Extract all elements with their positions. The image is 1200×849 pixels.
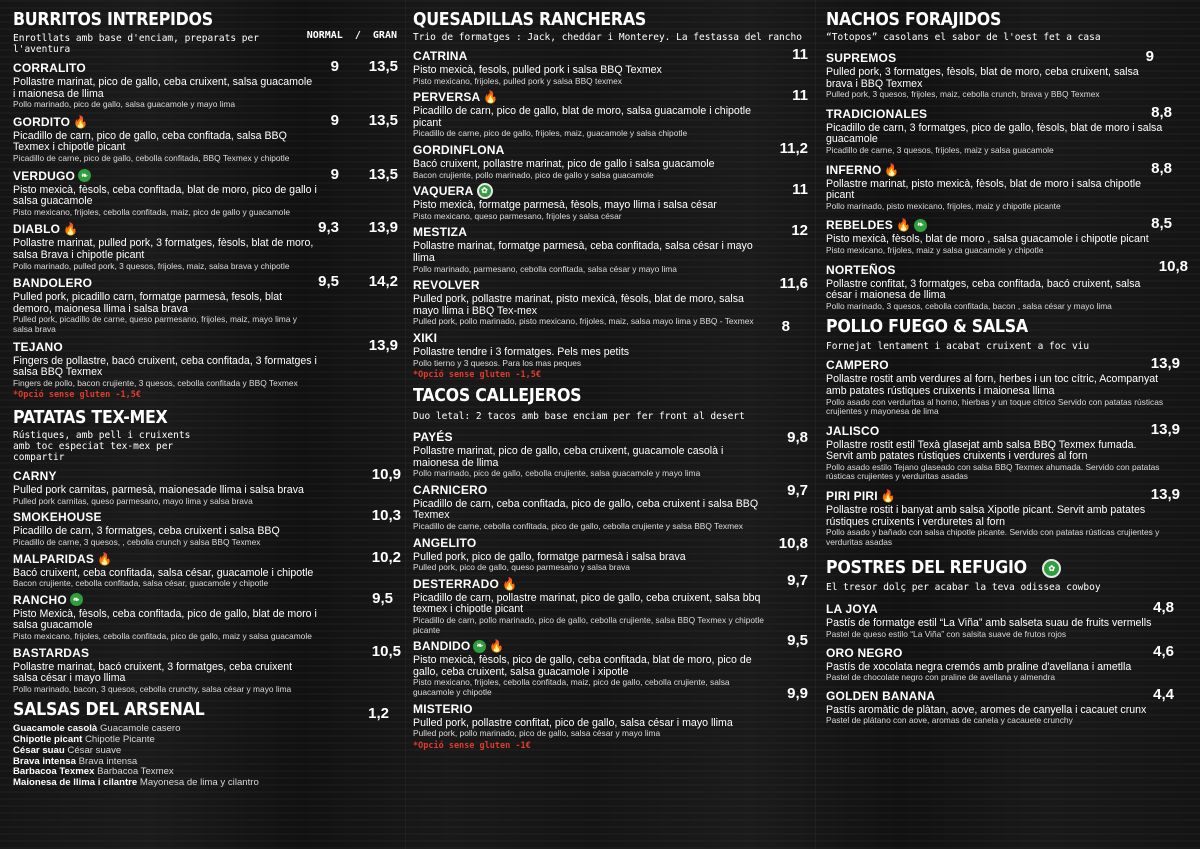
salsas-price: 1,2 xyxy=(368,705,389,723)
item-translation: Pollo asado con verduritas al horno, hierbas y un toque cítrico Servido con patatas rústicas crujientes y mayonesa de lima xyxy=(826,396,1164,417)
menu-item xyxy=(826,105,1188,156)
sauce-item: Barbacoa Texmex Barbacoa Texmex xyxy=(13,766,174,778)
item-description: Fingers de pollastre, bacó cruixent, ceba confitada, 3 formatges i salsa BBQ Texmex xyxy=(13,354,317,379)
item-name: MESTIZA xyxy=(413,225,468,240)
fire-icon: 🔥 xyxy=(880,489,896,504)
price: 9,8 xyxy=(787,429,808,447)
fire-icon: 🔥 xyxy=(895,218,912,233)
item-translation: Picadillo de carne, pico de gallo, cebolla confitada, BBQ Texmex y chipotle xyxy=(13,152,290,163)
menu-item xyxy=(826,487,1188,547)
price-normal: 9,5 xyxy=(318,273,339,291)
item-description: Pisto Mexicà, fèsols, ceba confitada, pico de gallo, blat de moro i salsa guacamole xyxy=(13,607,317,632)
fire-icon: 🔥 xyxy=(884,162,900,177)
menu-item xyxy=(13,167,403,218)
fire-icon: 🔥 xyxy=(97,551,113,566)
item-name: BANDIDO ❧ 🔥 xyxy=(413,639,505,654)
price-gran: 13,5 xyxy=(368,111,398,129)
fire-icon: 🔥 xyxy=(502,576,518,591)
item-translation: Pisto mexicano, queso parmesano, frijoles y salsa césar xyxy=(413,210,622,221)
tacos-list xyxy=(413,428,808,739)
nachos-title: NACHOS FORAJIDOS xyxy=(826,9,1002,30)
item-translation: Pulled pork, pollo marinado, pisto mexicano, frijoles, maiz, salsa mayo lima y BBQ - Texmex xyxy=(413,316,754,327)
item-name: XIKI xyxy=(413,330,438,345)
item-translation: Pisto mexicano, frijoles, cebolla confitada, maiz, pico de gallo y guacamole xyxy=(13,206,290,217)
pollo-subtitle: Fornejat lentament i acabat cruixent a foc viu xyxy=(826,341,1090,353)
item-name: TEJANO xyxy=(13,339,63,354)
menu-item xyxy=(826,356,1188,416)
price: 4,6 xyxy=(1153,642,1174,660)
size-labels xyxy=(307,30,397,41)
price: 12 xyxy=(791,222,808,240)
fire-icon: 🔥 xyxy=(63,222,79,237)
item-translation: Pollo marinado, parmesano, cebolla confitada, salsa césar y mayo lima xyxy=(413,263,677,274)
item-name: GORDINFLONA xyxy=(413,142,505,157)
patatas-subtitle: Rústiques, amb pell i cruixents amb toc especiat tex-mex per compartir xyxy=(13,430,191,464)
menu-item xyxy=(826,216,1188,255)
menu-item xyxy=(413,534,808,573)
item-name: CATRINA xyxy=(413,49,468,63)
item-description: Picadillo de carn, pollastre marinat, pico de gallo, ceba cruixent, salsa bbq texmex i chipotle picant xyxy=(413,591,761,616)
nachos-subtitle: “Totopos” casolans el sabor de l'oest fet a casa xyxy=(826,32,1101,43)
postres-header xyxy=(826,557,1188,579)
burritos-header xyxy=(13,9,403,41)
item-name: JALISCO xyxy=(826,423,880,438)
size-normal-label: NORMAL xyxy=(306,30,343,41)
item-description: Pollastre tendre i 3 formatges. Pels mes petits xyxy=(413,345,630,358)
fire-icon: 🔥 xyxy=(483,90,499,105)
item-description: Picadillo de carn, pico de gallo, ceba confitada, salsa BBQ Texmex i chipotle picant xyxy=(13,129,287,154)
price: 9,7 xyxy=(787,481,808,499)
item-name: CARNICERO xyxy=(413,482,488,497)
nachos-list xyxy=(826,49,1188,311)
price: 11 xyxy=(792,46,808,63)
item-translation: Pollo marinado, pico de gallo, cebolla crujiente, salsa guacamole y mayo lima xyxy=(413,468,701,479)
menu-item xyxy=(413,571,808,635)
price: 13,9 xyxy=(1150,355,1180,373)
item-name: VERDUGO ❧ xyxy=(13,169,91,183)
column-divider xyxy=(815,0,816,849)
price-gran: 13,5 xyxy=(368,165,398,183)
tacos-subtitle: Duo letal: 2 tacos amb base enciam per fer front al desert xyxy=(413,411,745,423)
menu-item xyxy=(13,644,403,695)
item-translation: Pisto mexicano, frijoles, maiz y salsa guacamole y chipotle xyxy=(826,244,1044,255)
item-name: INFERNO 🔥 xyxy=(826,162,900,177)
item-translation: Picadillo de carne, pico de gallo, frijoles, maiz, guacamole y salsa chipotle xyxy=(413,128,688,139)
price-gran: 13,9 xyxy=(368,219,398,237)
price-normal: 9 xyxy=(330,58,339,75)
item-description: Pastís de formatge estil “La Viña” amb salseta suau de fruits vermells xyxy=(826,617,1152,630)
item-description: Pulled pork, 3 formatges, fèsols, blat de moro, ceba cruixent, salsa brava i BBQ Texmex xyxy=(826,66,1139,90)
price: 10,3 xyxy=(371,507,401,525)
gluten-free-icon: ✿ xyxy=(1042,559,1061,578)
item-translation: Pulled pork, pollo marinado, pico de gallo, salsa césar y mayo lima xyxy=(413,728,661,739)
item-name: CAMPERO xyxy=(826,358,889,373)
salsas-title: SALSAS DEL ARSENAL xyxy=(13,699,205,721)
item-description: Picadillo de carn, pico de gallo, blat de moro, salsa guacamole i chipotle picant xyxy=(413,105,752,129)
quesadillas-title: QUESADILLAS RANCHERAS xyxy=(413,9,646,30)
item-name: NORTEÑOS xyxy=(826,262,896,277)
item-name: CORRALITO xyxy=(13,61,86,75)
price: 11,2 xyxy=(779,139,808,157)
column-middle xyxy=(413,10,808,845)
salsas-header xyxy=(13,700,403,724)
price: 11 xyxy=(792,87,808,105)
menu-item xyxy=(826,257,1188,312)
item-name: SMOKEHOUSE xyxy=(13,510,102,525)
item-translation: Picadillo de carne, cebolla confitada, pico de gallo, cebolla crujiente y salsa BBQ Texmex xyxy=(413,521,743,532)
item-description: Pollastre confitat, 3 formatges, ceba confitada, bacó cruixent, salsa césar i maionesa de llima xyxy=(826,277,1141,302)
menu-item xyxy=(826,49,1188,100)
item-name: PERVERSA 🔥 xyxy=(413,90,499,105)
item-translation: Pastel de queso estilo “La Viña” con salsita suave de frutos rojos xyxy=(826,629,1067,640)
item-description: Pollastre rostit estil Texà glasejat amb salsa BBQ Texmex fumada. Servit amb patates rústiques cruixents i verdures al forn xyxy=(826,438,1137,463)
price: 9,5 xyxy=(372,589,393,607)
menu-item xyxy=(13,220,403,271)
menu-item xyxy=(13,550,403,589)
price-normal: 9 xyxy=(330,165,339,183)
menu-item xyxy=(413,182,808,221)
item-name: REVOLVER xyxy=(413,278,480,293)
item-name: PAYÉS xyxy=(413,430,453,445)
sauce-item: César suau César suave xyxy=(13,744,122,756)
price: 9,5 xyxy=(787,632,808,650)
price-gran: 13,5 xyxy=(368,58,398,75)
price: 11,6 xyxy=(779,275,808,293)
item-description: Pollastre rostit amb verdures al forn, herbes i un toc cítric, Acompanyat amb patates rústiques cruixents i maionesa llima xyxy=(826,373,1159,397)
menu-item xyxy=(413,428,808,479)
menu-item xyxy=(413,223,808,274)
sauce-item: Maionesa de llima i cilantre Mayonesa de lima y cilantro xyxy=(13,776,259,788)
menu-item xyxy=(413,276,808,327)
pollo-title: POLLO FUEGO & SALSA xyxy=(826,316,1028,338)
price: 8,8 xyxy=(1151,159,1172,177)
price: 9 xyxy=(1145,48,1154,65)
price: 4,4 xyxy=(1153,685,1174,703)
item-name: DIABLO 🔥 xyxy=(13,222,79,237)
item-name: PIRI PIRI 🔥 xyxy=(826,489,896,504)
item-translation: Picadillo de carn, pollo marinado, pico de gallo, cebolla crujiente, salsa BBQ Texmex y chipotle picante xyxy=(413,615,764,635)
item-description: Bacó cruixent, pollastre marinat, pico de gallo i salsa guacamole xyxy=(413,157,715,170)
gluten-free-icon: ✿ xyxy=(477,183,493,199)
menu-item xyxy=(413,481,808,532)
price: 8 xyxy=(781,317,790,335)
fire-icon: 🔥 xyxy=(489,639,505,654)
patatas-title: PATATAS TEX-MEX xyxy=(13,407,168,429)
menu-item xyxy=(826,687,1188,726)
vegetarian-icon: ❧ xyxy=(473,640,486,653)
item-translation: Fingers de pollo, bacon crujiente, 3 quesos, cebolla confitada y BBQ Texmex xyxy=(13,377,298,388)
item-name: LA JOYA xyxy=(826,602,878,617)
item-translation: Pulled pork, pico de gallo, queso parmesano y salsa brava xyxy=(413,562,630,573)
salsas-list xyxy=(13,724,403,788)
item-translation: Bacon crujiente, pollo marinado, pico de gallo y salsa guacamole xyxy=(413,169,654,180)
item-description: Picadillo de carn, 3 formatges, pico de gallo, fèsols, blat de moro i salsa guacamole xyxy=(826,121,1163,146)
item-name: GORDITO 🔥 xyxy=(13,114,89,129)
item-description: Pollastre marinat, formatge parmesà, ceba confitada, salsa césar i mayo llima xyxy=(413,240,753,264)
item-translation: Pollo marinado, pisto mexicano, frijoles, maiz y chipotle picante xyxy=(826,200,1061,211)
sauce-item: Guacamole casolà Guacamole casero xyxy=(13,723,181,735)
sauce-item: Chipotle picant Chipotle Picante xyxy=(13,734,155,746)
menu-item xyxy=(413,632,808,697)
column-right xyxy=(826,10,1188,845)
item-name: TRADICIONALES xyxy=(826,106,928,121)
item-description: Pastís aromàtic de plàtan, aove, aromes de canyella i cacauet crunx xyxy=(826,703,1147,716)
item-translation: Pulled pork, 3 quesos, frijoles, maiz, cebolla crunch, brava y BBQ Texmex xyxy=(826,89,1100,100)
item-description: Pollastre marinat, bacó cruixent, 3 formatges, ceba cruixent salsa césar i mayo llima xyxy=(13,660,293,685)
item-translation: Pulled pork carnitas, queso parmesano, mayo lima y salsa brava xyxy=(13,495,253,506)
item-description: Pollastre marinat, pico de gallo, ceba cruixent, guacamole casolà i maionesa de llima xyxy=(413,445,724,469)
vegetarian-icon: ❧ xyxy=(70,593,83,606)
size-separator: / xyxy=(354,30,361,41)
price-normal: 9 xyxy=(330,111,339,129)
quesadillas-list xyxy=(413,47,808,368)
burritos-subtitle: Enrotllats amb base d'enciam, preparats per l'aventura xyxy=(13,33,259,55)
price: 11 xyxy=(792,181,808,199)
price: 10,8 xyxy=(778,534,808,552)
burritos-title: BURRITOS INTREPIDOS xyxy=(13,9,213,30)
quesadillas-subtitle: Trio de formatges : Jack, cheddar i Monterey. La festassa del rancho xyxy=(413,32,802,43)
tacos-title: TACOS CALLEJEROS xyxy=(413,385,582,407)
item-description: Pollastre marinat, pico de gallo, ceba cruixent, salsa guacamole i maionesa de llima xyxy=(13,76,313,100)
menu-item xyxy=(13,274,403,334)
item-translation: Picadillo de carne, 3 quesos, frijoles, maiz y salsa guacamole xyxy=(826,144,1054,155)
patatas-header xyxy=(13,408,403,430)
item-description: Pisto mexicà, fèsols, pico de gallo, ceba confitada, blat de moro, pico de gallo, ceba cruixent, salsa guacamole i xipotle xyxy=(413,654,752,678)
item-name: CARNY xyxy=(13,469,57,484)
price: 13,9 xyxy=(1150,420,1180,438)
price: 9,7 xyxy=(787,571,808,589)
nachos-header xyxy=(826,10,1188,32)
menu-item xyxy=(413,88,808,139)
price: 8,8 xyxy=(1151,103,1172,121)
item-description: Pollastre marinat, pisto mexicà, fèsols, blat de moro i salsa chipotle picant xyxy=(826,177,1142,202)
menu-item xyxy=(13,59,403,110)
item-name: ORO NEGRO xyxy=(826,645,903,660)
item-translation: Pastel de chocolate negro con praline de avellana y almendra xyxy=(826,672,1056,683)
size-gran-label: GRAN xyxy=(372,30,397,41)
item-description: Pulled pork carnitas, parmesà, maionesade llima i salsa brava xyxy=(13,484,304,497)
pollo-list xyxy=(826,356,1188,547)
quesadillas-header xyxy=(413,10,808,32)
item-name: MALPARIDAS 🔥 xyxy=(13,551,113,566)
fire-icon: 🔥 xyxy=(73,114,89,129)
price-normal: 9,3 xyxy=(318,219,339,237)
item-translation: Pisto mexicano, frijoles, pulled pork y salsa BBQ texmex xyxy=(413,75,622,86)
price: 10,2 xyxy=(371,548,401,566)
item-translation: Pollo marinado, bacon, 3 quesos, cebolla crunchy, salsa césar y mayo lima xyxy=(13,683,292,694)
item-translation: Pollo asado y bañado con salsa chipotle picante. Servido con patatas rústicas crujientes y verduritas asadas xyxy=(826,527,1160,547)
menu-item xyxy=(13,113,403,164)
patatas-list xyxy=(13,467,403,694)
vegetarian-icon: ❧ xyxy=(914,219,927,232)
price: 9,9 xyxy=(787,684,808,702)
item-translation: Pastel de plátano con aove, aromas de canela y cacauete crunchy xyxy=(826,715,1073,726)
item-name: BANDOLERO xyxy=(13,276,93,291)
postres-title: POSTRES DEL REFUGIO xyxy=(826,557,1027,579)
menu-item xyxy=(826,422,1188,482)
price: 4,8 xyxy=(1153,599,1174,617)
item-name: DESTERRADO 🔥 xyxy=(413,576,518,591)
price-gran: 13,9 xyxy=(368,336,398,354)
menu-item xyxy=(13,338,403,389)
menu-item xyxy=(413,141,808,180)
item-description: Pulled pork, picadillo carn, formatge parmesà, fesols, blat demoro, maionesa llima i salsa brava xyxy=(13,291,283,315)
price: 13,9 xyxy=(1150,486,1180,504)
item-description: Pulled pork, pico de gallo, formatge parmesà i salsa brava xyxy=(413,550,686,563)
item-description: Picadillo de carn, 3 formatges, ceba cruixent i salsa BBQ xyxy=(13,525,280,538)
vegetarian-icon: ❧ xyxy=(78,169,91,182)
gluten-free-note: *Opció sense gluten -1€ xyxy=(413,740,531,751)
menu-item xyxy=(826,161,1188,212)
price: 8,5 xyxy=(1151,215,1172,233)
item-translation: Pisto mexicano, frijoles, cebolla confitada, maiz, pico de gallo, cebolla crujiente, salsa guacamole y chipotle xyxy=(413,677,730,697)
pollo-header xyxy=(826,317,1188,339)
column-left xyxy=(13,10,403,845)
item-description: Pisto mexicà, formatge parmesà, fèsols, mayo llima i salsa césar xyxy=(413,199,717,212)
item-translation: Pisto mexicano, frijoles, cebolla confitada, pico de gallo, maiz y salsa guacamole xyxy=(13,631,312,642)
item-description: Pollastre rostit i banyat amb salsa Xipotle picant. Servit amb patates rústiques cruixents i verduretes al forn xyxy=(826,504,1146,528)
menu-item xyxy=(413,47,808,86)
price: 10,9 xyxy=(371,466,401,484)
item-translation: Pollo marinado, pulled pork, 3 quesos, frijoles, maiz, salsa brava y chipotle xyxy=(13,260,290,271)
item-name: ANGELITO xyxy=(413,535,477,550)
column-divider xyxy=(405,0,406,849)
item-name: VAQUERA ✿ xyxy=(413,183,493,199)
item-name: REBELDES 🔥 ❧ xyxy=(826,218,927,232)
item-translation: Pollo tierno y 3 quesos. Para los mas peques xyxy=(413,357,582,368)
item-description: Bacó cruixent, ceba confitada, salsa césar, guacamole i chipotle xyxy=(13,566,314,579)
price-gran: 14,2 xyxy=(368,273,398,291)
price: 10,5 xyxy=(371,642,401,660)
menu-item xyxy=(13,591,403,642)
tacos-header xyxy=(413,386,808,408)
item-name: GOLDEN BANANA xyxy=(826,688,936,703)
item-description: Pisto mexicà, fèsols, ceba confitada, blat de moro, pico de gallo i salsa guacamole xyxy=(13,183,317,208)
item-description: Pollastre marinat, pulled pork, 3 formatges, fèsols, blat de moro, salsa Brava i chipotle picant xyxy=(13,237,314,261)
sauce-item: Brava intensa Brava intensa xyxy=(13,755,138,767)
item-translation: Picadillo de carne, 3 quesos, , cebolla crunch y salsa BBQ Texmex xyxy=(13,537,261,548)
item-translation: Pulled pork, picadillo de carne, queso parmesano, frijoles, maiz, mayo lima y salsa brava xyxy=(13,314,297,334)
item-description: Picadillo de carn, ceba confitada, pico de gallo, ceba cruixent i salsa BBQ Texmex xyxy=(413,497,759,522)
item-translation: Pollo marinado, pico de gallo, salsa guacamole y mayo lima xyxy=(13,99,236,110)
item-description: Pulled pork, pollastre confitat, pico de gallo, salsa césar i mayo llima xyxy=(413,716,733,729)
item-translation: Pollo asado estilo Tejano glaseado con salsa BBQ Texmex ahumada. Servido con patatas rústicas crujientes y verduritas asadas xyxy=(826,461,1160,482)
item-name: SUPREMOS xyxy=(826,51,897,65)
gluten-free-note: *Opció sense gluten -1,5€ xyxy=(413,370,541,381)
postres-list xyxy=(826,600,1188,726)
price: 10,8 xyxy=(1158,257,1188,275)
item-description: Pisto mexicà, fèsols, blat de moro , salsa guacamole i chipotle picant xyxy=(826,233,1149,246)
item-description: Pastís de xocolata negra cremós amb praline d'avellana i ametlla xyxy=(826,660,1132,673)
postres-subtitle: El tresor dolç per acabar la teva odissea cowboy xyxy=(826,582,1101,594)
item-translation: Pollo marinado, 3 quesos, cebolla confitada, bacon , salsa césar y mayo lima xyxy=(826,300,1112,311)
item-description: Pulled pork, pollastre marinat, pisto mexicà, fèsols, blat de moro, salsa mayo llima i BBQ Tex-mex xyxy=(413,293,744,317)
item-name: BASTARDAS xyxy=(13,645,90,660)
burritos-list xyxy=(13,59,403,388)
item-description: Pisto mexicà, fesols, pulled pork i salsa BBQ Texmex xyxy=(413,64,662,76)
menu-item xyxy=(826,600,1188,639)
gluten-free-note: *Opció sense gluten -1,5€ xyxy=(13,390,141,401)
menu-item xyxy=(13,508,403,547)
menu-item xyxy=(826,644,1188,683)
menu-item xyxy=(13,467,403,506)
item-name: RANCHO ❧ xyxy=(13,593,83,607)
item-name: MISTERIO xyxy=(413,701,473,716)
item-translation: Bacon crujiente, cebolla confitada, salsa césar, guacamole y chipotle xyxy=(13,578,269,589)
